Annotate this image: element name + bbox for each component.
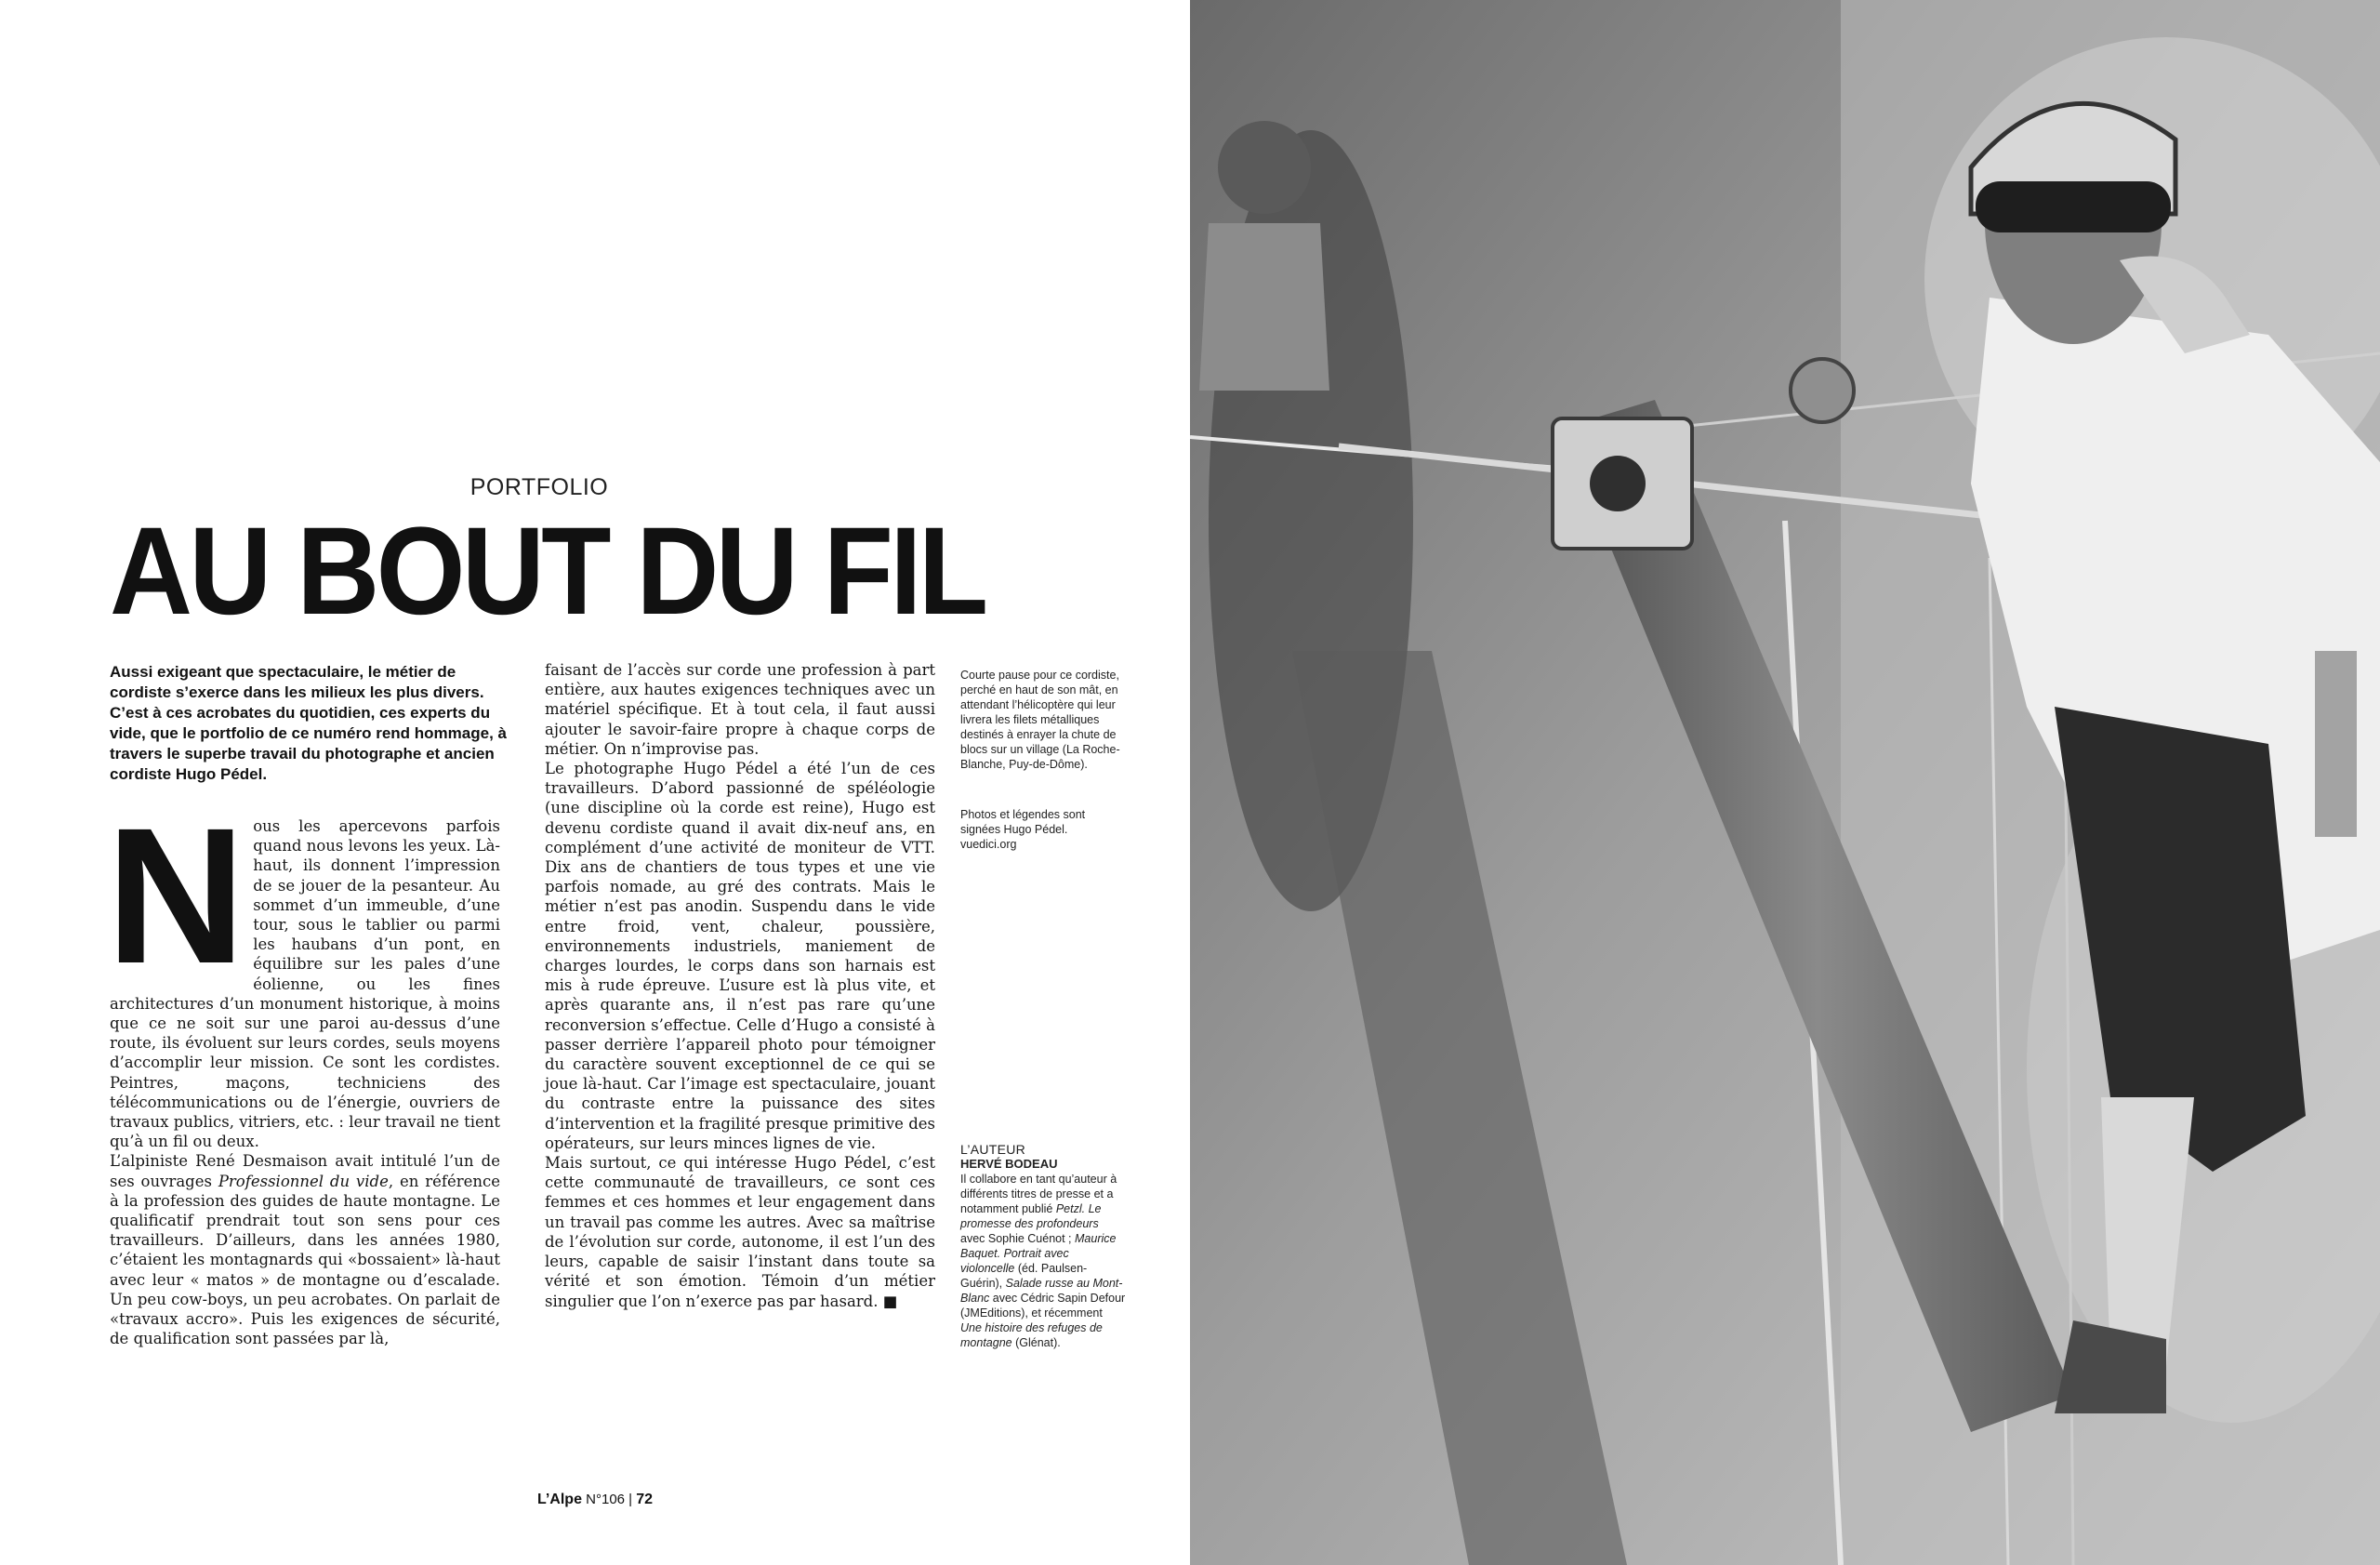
paragraph-community: Mais surtout, ce qui intéresse Hugo Pédel, c’est cette communauté de travailleurs, ce sont ces femmes et ces hommes et leur engagement dans un travail pas comme les autres. Avec sa maîtrise de l’évolution sur corde, autonome, il est l’un des leurs, capable de saisir l’instant dans toute sa vérité et son émotion. Témoin d’un métier singulier que l’on n’exerce pas par hasard. ■ (545, 1154, 935, 1310)
paragraph-photographer: Le photographe Hugo Pédel a été l’un de ces travailleurs. D’abord passionné de spéléologie (une discipline où la corde est reine), Hugo est devenu cordiste quand il avait dix-neuf ans, en complément d’une activité de moniteur de VTT. Dix ans de chantiers de tous types et une vie parfois nomade, au gré des contrats. Mais le métier n’est pas anodin. Suspendu dans le vide entre froid, vent, chaleur, poussière, environnements industriels, maniement de charges lourdes, le corps dans son harnais est mis à rude épreuve. L’usure est là plus vite, et après quarante ans, il n’est pas rare qu’une reconversion s’effectue. Celle d’Hugo a consisté à passer derrière l’appareil photo pour témoigner du caractère souvent exceptionnel de ce qui se joue là-haut. Car l’image est spectaculaire, jouant du contraste entre la puissance des sites d’intervention et la fragilité presque primitive des opérateurs, sur leurs minces lignes de vie. (545, 760, 935, 1152)
book-title: Professionnel du vide (218, 1172, 389, 1190)
paragraph-intro: Nous les apercevons parfois quand nous levons les yeux. Là-haut, ils donnent l’impression de se jouer de la pesanteur. Au sommet d’un immeuble, d’une tour, sous le tablier ou parmi les haubans d’un pont, en équilibre sur les pales d’une éolienne, ou les fines architectures d’un monument historique, à moins que ce ne soit sur une paroi au-dessus d’une route, ils évoluent sur leurs cordes, seuls moyens d’accomplir leur mission. Ce sont les cordistes. Peintres, maçons, techniciens des télécommunications ou de l’énergie, ouvriers de travaux publics, vitriers, etc. : leur travail ne tient qu’à un fil ou deux. (106, 789, 500, 1151)
page-number: 72 (636, 1492, 654, 1507)
magazine-name: L’Alpe (536, 1492, 582, 1507)
body-column-2 (545, 660, 935, 1311)
paragraph-profession: faisant de l’accès sur corde une profession à part entière, aux hautes exigences techniques avec un matériel spécifique. Et à tout cela, il faut aussi ajouter le savoir-faire propre à chaque corps de métier. On n’improvise pas. (545, 661, 935, 758)
paragraph-desmaison: L’alpiniste René Desmaison avait intitulé l’un de ses ouvrages Professionnel du vide, en référence à la profession des guides de haute montagne. Le qualificatif prendrait tout son sens pour ces travailleurs. D’ailleurs, dans les années 1980, c’étaient les montagnards qui «bossaient» là-haut avec leur « matos » de montagne ou d’escalade. Un peu cow-boys, un peu acrobates. On parlait de «travaux accro». Puis les exigences de sécurité, de qualification sont passées par là, (110, 1152, 501, 1348)
author-name: HERVÉ BODEAU (960, 1157, 1058, 1171)
page-folio (0, 1492, 1190, 1508)
article-title: AU BOUT DU FIL (110, 502, 985, 641)
folio-separator: | (628, 1492, 633, 1507)
body-column-1 (106, 789, 501, 1348)
end-mark: ■ (882, 1292, 898, 1310)
photo-credits: Photos et légendes sont signées Hugo Pédel. vuedici.org (960, 808, 1086, 851)
article-lede: Aussi exigeant que spectaculaire, le métier de cordiste s’exerce dans les milieux les plus divers. C’est à ces acrobates du quotidien, ces experts du vide, que le portfolio de ce numéro rend hommage, à travers le superbe travail du photographe et ancien cordiste Hugo Pédel. (110, 663, 507, 783)
author-bio: Il collabore en tant qu’auteur à différents titres de presse et a notamment publié Petzl. Le promesse des profondeurs avec Sophie Cuénot ; Maurice Baquet. Portrait avec violoncelle (éd. Paulsen-Guérin), Salade russe au Mont-Blanc avec Cédric Sapin Defour (JMEditions), et récemment Une histoire des refuges de montagne (Glénat). (960, 1173, 1126, 1349)
drop-cap: N (106, 789, 246, 1004)
issue-number: N°106 (586, 1492, 625, 1507)
author-box (960, 1142, 1126, 1350)
section-kicker: PORTFOLIO (469, 474, 609, 500)
author-label: L’AUTEUR (960, 1142, 1026, 1157)
rope-worker-photo (1190, 0, 2380, 1565)
photo-caption: Courte pause pour ce cordiste, perché en haut de son mât, en attendant l’hélicoptère qui leur livrera les filets métalliques destinés à enrayer la chute de blocs sur un village (La Roche-Blanche, Puy-de-Dôme). (960, 669, 1120, 771)
portfolio-photo (1190, 0, 2380, 1565)
